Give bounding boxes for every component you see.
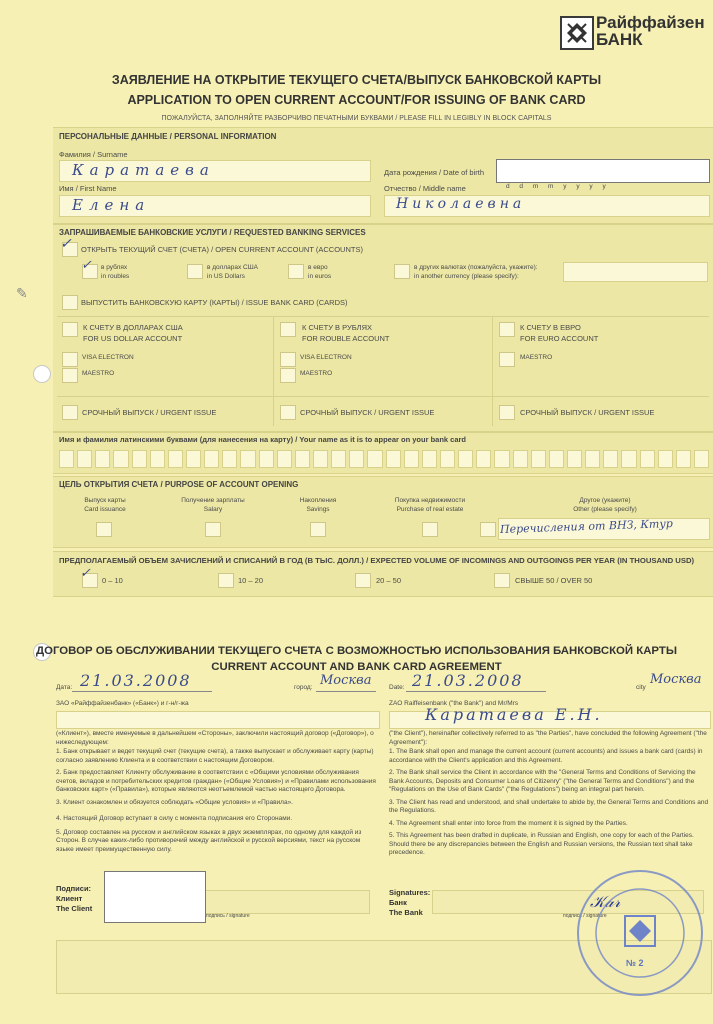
purpose-salary-checkbox[interactable] bbox=[205, 522, 221, 537]
volume-0-10-checkmark: ✓ bbox=[80, 566, 91, 581]
purpose-savings-ru: Накопления bbox=[299, 497, 337, 504]
latin-name-cells[interactable] bbox=[59, 450, 709, 467]
rub-account-checkbox[interactable] bbox=[280, 322, 296, 337]
roubles-ru: в рублях bbox=[101, 264, 128, 271]
other-currency-label bbox=[414, 263, 538, 281]
dollars-ru: в долларах США bbox=[207, 264, 258, 271]
fill-instruction: ПОЖАЛУЙСТА, ЗАПОЛНЯЙТЕ РАЗБОРЧИВО ПЕЧАТНЫМИ БУКВАМИ / PLEASE FILL IN LEGIBLY IN BLOCK CAPITALS bbox=[161, 115, 552, 122]
col-divider-2 bbox=[492, 316, 493, 426]
purpose-savings-checkbox[interactable] bbox=[310, 522, 326, 537]
usd-visa-label: VISA ELECTRON bbox=[82, 354, 134, 361]
rub-urgent-label: СРОЧНЫЙ ВЫПУСК / URGENT ISSUE bbox=[300, 408, 435, 417]
en-intro: ("the Client"), hereinafter collectively referred to as "the Parties", have concluded the following Agreement ("the Agreement"): bbox=[389, 730, 707, 746]
purpose-other-ru: Другое (укажите) bbox=[579, 497, 631, 504]
purpose-card bbox=[70, 496, 140, 514]
volume-header: ПРЕДПОЛАГАЕМЫЙ ОБЪЕМ ЗАЧИСЛЕНИЙ И СПИСАНИЙ В ГОД (В ТЫС. ДОЛЛ.) / EXPECTED VOLUME OF INCOMINGS AND OUTGOINGS PER YEAR (IN THOUSAND USD) bbox=[59, 556, 695, 565]
ru-clause-2: 2. Банк предоставляет Клиенту обслуживание в соответствии с «Общими условиями обслуживания счетов, вкладов и потребительских кредитов граждан» («Общие Условия») и «Правилами использования банковских карт» («Правила»), которые являются неотъемлемой частью настоящего Договора. bbox=[56, 769, 376, 793]
bank-stamp-icon bbox=[575, 868, 705, 998]
sig-client-en: The Client bbox=[56, 904, 93, 913]
stamp-number: № 2 bbox=[626, 958, 644, 968]
euro-ru: в евро bbox=[308, 264, 328, 271]
issue-card-label: ВЫПУСТИТЬ БАНКОВСКУЮ КАРТУ (КАРТЫ) / ISSUE BANK CARD (CARDS) bbox=[81, 298, 348, 307]
volume-10-20-label: 10 – 20 bbox=[238, 576, 264, 585]
rub-maestro-checkbox[interactable] bbox=[280, 368, 296, 383]
other-currency-field[interactable] bbox=[563, 262, 708, 282]
middle-name-label: Отчество / Middle name bbox=[384, 184, 466, 193]
sig-bank-en: The Bank bbox=[389, 908, 423, 917]
roubles-checkmark: ✓ bbox=[81, 258, 92, 273]
agreement-title-ru: ДОГОВОР ОБ ОБСЛУЖИВАНИИ ТЕКУЩЕГО СЧЕТА С ВОЗМОЖНОСТЬЮ ИСПОЛЬЗОВАНИЯ БАНКОВСКОЙ КАРТЫ bbox=[36, 645, 677, 657]
purpose-salary-ru: Получение зарплаты bbox=[181, 497, 245, 504]
purpose-salary bbox=[168, 496, 258, 514]
date-ru-line bbox=[72, 691, 212, 692]
form-title-en: APPLICATION TO OPEN CURRENT ACCOUNT/FOR ISSUING OF BANK CARD bbox=[127, 93, 586, 107]
urgent-divider bbox=[57, 396, 709, 397]
en-clause-4: 4. The Agreement shall enter into force from the moment it is signed by the Parties. bbox=[389, 819, 628, 827]
sig-ru-heading: Подписи: bbox=[56, 884, 92, 893]
en-clause-1: 1. The Bank shall open and manage the current account (current accounts) and issues a bank card (cards) in accordance with the Client's application and this Agreement. bbox=[389, 748, 703, 764]
client-signature-labels bbox=[56, 884, 92, 914]
purpose-other-value: Перечисления от ВНЗ, Ктур bbox=[499, 516, 673, 537]
usd-account-en: FOR US DOLLAR ACCOUNT bbox=[83, 334, 183, 343]
eur-maestro-label: MAESTRO bbox=[520, 354, 553, 361]
dob-format: d d m m y y y y bbox=[506, 183, 610, 190]
rub-account-en: FOR ROUBLE ACCOUNT bbox=[302, 334, 390, 343]
first-name-label: Имя / First Name bbox=[59, 184, 117, 193]
euro-checkbox[interactable] bbox=[288, 264, 304, 279]
date-en-label: Date: bbox=[389, 684, 405, 691]
pencil-mark: ✎ bbox=[16, 285, 28, 301]
sig-bank-ru: Банк bbox=[389, 898, 407, 907]
euro-en: in euros bbox=[308, 273, 332, 280]
date-en-value: 21.03.2008 bbox=[412, 671, 524, 690]
ru-clause-5: 5. Договор составлен на русском и английском языках в двух экземплярах, по одному для каждой из Сторон. В случае каких-либо противоречий между английской и русской версиями, текст на русском языке имеет преимущественную силу. bbox=[56, 828, 362, 853]
bank-logo-text bbox=[596, 14, 705, 48]
city-en-label: city bbox=[636, 684, 646, 691]
eur-account-checkbox[interactable] bbox=[499, 322, 515, 337]
client-signature-caption: подпись / signature bbox=[206, 913, 250, 919]
open-account-label: ОТКРЫТЬ ТЕКУЩИЙ СЧЕТ (СЧЕТА) / OPEN CURRENT ACCOUNT (ACCOUNTS) bbox=[81, 245, 363, 254]
rub-urgent-checkbox[interactable] bbox=[280, 405, 296, 420]
purpose-other bbox=[545, 496, 665, 514]
volume-10-20-checkbox[interactable] bbox=[218, 573, 234, 588]
bank-logo-icon bbox=[560, 16, 594, 50]
logo-line-2: БАНК bbox=[596, 30, 643, 49]
en-clause-2: 2. The Bank shall service the Client in accordance with the "General Terms and Conditions of Servicing the Bank Accounts, Deposits and Consumer Loans of Citizenry" ("the General Terms and Conditions") and the "Regulations on the Use of Bank Cards" ("the Regulations") being an integral part herein. bbox=[389, 769, 696, 793]
bank-signature-scribble: 𝒦𝒶𝓇 bbox=[590, 892, 621, 911]
eur-account-en: FOR EURO ACCOUNT bbox=[520, 334, 599, 343]
purpose-salary-en: Salary bbox=[203, 506, 223, 513]
purpose-realestate-en: Purchase of real estate bbox=[396, 506, 464, 513]
rub-maestro-label: MAESTRO bbox=[300, 370, 333, 377]
purpose-card-ru: Выпуск карты bbox=[84, 497, 126, 504]
col-divider-1 bbox=[273, 316, 274, 426]
usd-urgent-label: СРОЧНЫЙ ВЫПУСК / URGENT ISSUE bbox=[82, 408, 217, 417]
volume-over-50-label: СВЫШЕ 50 / OVER 50 bbox=[515, 576, 593, 585]
date-en-line bbox=[406, 691, 546, 692]
purpose-realestate bbox=[375, 496, 485, 514]
rub-account-label bbox=[302, 322, 390, 344]
usd-visa-checkbox[interactable] bbox=[62, 352, 78, 367]
rub-visa-label: VISA ELECTRON bbox=[300, 354, 352, 361]
dollars-label bbox=[207, 263, 258, 281]
ru-clause-3: 3. Клиент ознакомлен и обязуется соблюдать «Общие условия» и «Правила». bbox=[56, 798, 293, 806]
roubles-en: in roubles bbox=[101, 273, 130, 280]
latin-name-header: Имя и фамилия латинскими буквами (для нанесения на карту) / Your name as it is to appear on your bank card bbox=[59, 435, 467, 444]
dollars-en: in US Dollars bbox=[207, 273, 245, 280]
dob-label: Дата рождения / Date of birth bbox=[384, 168, 485, 177]
dob-redacted bbox=[496, 159, 710, 183]
form-title-ru: ЗАЯВЛЕНИЕ НА ОТКРЫТИЕ ТЕКУЩЕГО СЧЕТА/ВЫПУСК БАНКОВСКОЙ КАРТЫ bbox=[111, 73, 602, 87]
first-name-value: Елена bbox=[72, 196, 151, 214]
bank-signature-labels bbox=[389, 888, 430, 918]
usd-account-ru: К СЧЕТУ В ДОЛЛАРАХ США bbox=[83, 323, 183, 332]
euro-label bbox=[308, 263, 331, 281]
city-ru-value: Москва bbox=[320, 673, 372, 688]
purpose-realestate-checkbox[interactable] bbox=[422, 522, 438, 537]
roubles-label bbox=[101, 263, 129, 281]
en-clause-3: 3. The Client has read and understood, and shall undertake to abide by, the General Terms and Conditions and the Regulations. bbox=[389, 798, 709, 814]
volume-20-50-checkbox[interactable] bbox=[355, 573, 371, 588]
volume-over-50-checkbox[interactable] bbox=[494, 573, 510, 588]
ru-clause-1: 1. Банк открывает и ведет текущий счет (текущие счета), а также выпускает и обслуживает карту (карты) согласно заявлению Клиента и в соответствии с настоящим Договором. bbox=[56, 748, 374, 764]
issue-card-checkbox[interactable] bbox=[62, 295, 78, 310]
punch-hole-top bbox=[33, 365, 51, 383]
purpose-realestate-ru: Покупка недвижимости bbox=[394, 497, 466, 504]
date-ru-value: 21.03.2008 bbox=[80, 671, 192, 690]
purpose-card-en: Card issuance bbox=[84, 506, 126, 513]
client-signature-redacted bbox=[104, 871, 206, 923]
en-clauses bbox=[389, 748, 709, 858]
ru-bank-party: ЗАО «Райффайзенбанк» («Банк») и г-н/г-жа bbox=[56, 700, 189, 707]
city-ru-line bbox=[316, 691, 376, 692]
open-account-checkmark: ✓ bbox=[60, 236, 72, 252]
usd-account-label bbox=[83, 322, 183, 344]
logo-line-1: Райффайзен bbox=[596, 13, 705, 32]
eur-urgent-checkbox[interactable] bbox=[499, 405, 515, 420]
usd-urgent-checkbox[interactable] bbox=[62, 405, 78, 420]
eur-account-label bbox=[520, 322, 598, 344]
purpose-header: ЦЕЛЬ ОТКРЫТИЯ СЧЕТА / PURPOSE OF ACCOUNT OPENING bbox=[59, 480, 299, 489]
purpose-savings bbox=[278, 496, 358, 514]
bank-signature-caption: подпись / signature bbox=[563, 913, 607, 919]
personal-header: ПЕРСОНАЛЬНЫЕ ДАННЫЕ / PERSONAL INFORMATION bbox=[59, 132, 277, 141]
agreement-title-en: CURRENT ACCOUNT AND BANK CARD AGREEMENT bbox=[211, 661, 502, 673]
other-currency-checkbox[interactable] bbox=[394, 264, 410, 279]
other-currency-en: in another currency (please specify): bbox=[414, 273, 519, 280]
ru-intro: («Клиент»), вместе именуемые в дальнейшем «Стороны», заключили настоящий договор («Договор»), о нижеследующем: bbox=[56, 730, 374, 746]
client-name-value: Каратаева Е.Н. bbox=[425, 705, 603, 724]
eur-account-ru: К СЧЕТУ В ЕВРО bbox=[520, 323, 581, 332]
en-bank-party: ZAO Raiffeisenbank ("the Bank") and Mr/Mrs bbox=[389, 700, 519, 707]
sig-en-heading: Signatures: bbox=[389, 888, 431, 897]
surname-value: Каратаева bbox=[72, 161, 215, 179]
usd-maestro-label: MAESTRO bbox=[82, 370, 115, 377]
en-clause-5: 5. This Agreement has been drafted in duplicate, in Russian and English, one copy for each of the Parties. Should there be any discrepancies between the English and Russian versions, the Russian text shall take precedence. bbox=[389, 832, 694, 856]
city-ru-label: город: bbox=[294, 684, 313, 691]
purpose-savings-en: Savings bbox=[306, 506, 330, 513]
dollars-checkbox[interactable] bbox=[187, 264, 203, 279]
purpose-other-checkbox[interactable] bbox=[480, 522, 496, 537]
purpose-card-checkbox[interactable] bbox=[96, 522, 112, 537]
ru-clauses bbox=[56, 748, 378, 854]
ru-clause-4: 4. Настоящий Договор вступает в силу с момента подписания его Сторонами. bbox=[56, 815, 293, 822]
usd-maestro-checkbox[interactable] bbox=[62, 368, 78, 383]
usd-account-checkbox[interactable] bbox=[62, 322, 78, 337]
sig-client-ru: Клиент bbox=[56, 894, 83, 903]
volume-20-50-label: 20 – 50 bbox=[376, 576, 402, 585]
services-header: ЗАПРАШИВАЕМЫЕ БАНКОВСКИЕ УСЛУГИ / REQUESTED BANKING SERVICES bbox=[59, 228, 366, 237]
other-currency-ru: в других валютах (пожалуйста, укажите): bbox=[414, 264, 538, 271]
eur-maestro-checkbox[interactable] bbox=[499, 352, 515, 367]
volume-0-10-label: 0 – 10 bbox=[102, 576, 123, 585]
rub-visa-checkbox[interactable] bbox=[280, 352, 296, 367]
eur-urgent-label: СРОЧНЫЙ ВЫПУСК / URGENT ISSUE bbox=[520, 408, 655, 417]
date-ru-label: Дата: bbox=[56, 684, 73, 691]
middle-name-value: Николаевна bbox=[396, 196, 526, 212]
rub-account-ru: К СЧЕТУ В РУБЛЯХ bbox=[302, 323, 373, 332]
surname-label: Фамилия / Surname bbox=[59, 150, 128, 159]
ru-client-field[interactable] bbox=[56, 711, 380, 729]
purpose-other-en: Other (please specify) bbox=[573, 506, 637, 513]
city-en-value: Москва bbox=[650, 672, 702, 687]
